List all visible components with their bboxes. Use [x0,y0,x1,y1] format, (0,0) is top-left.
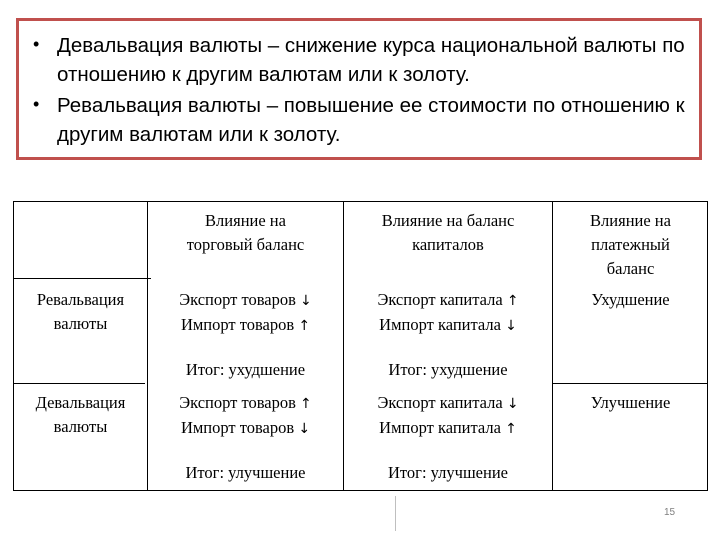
row-label-revaluation: Ревальвация валюты [36,290,125,333]
arrow-down-icon: ↓ [300,293,312,309]
effects-table [13,201,708,491]
revaluation-capital-result: Итог: ухудшение [388,360,508,379]
arrow-up-icon: ↑ [506,293,519,309]
header-payment-balance: Влияние на платежный баланс [590,211,671,278]
arrow-up-icon: ↑ [300,396,312,412]
definitions-box [16,18,702,160]
header-capital-balance: Влияние на баланс капиталов [381,211,515,254]
devaluation-capital-result: Итог: улучшение [388,463,508,482]
revaluation-trade-effect: Экспорт товаров ↓ Импорт товаров ↑ [179,290,312,334]
definition-devaluation [33,31,697,89]
definition-text: Ревальвация валюты – повышение ее стоимости по отношению к другим валютам или к золоту. [57,94,685,146]
header-trade-balance: Влияние на торговый баланс [186,211,305,254]
arrow-down-icon: ↓ [506,396,519,412]
revaluation-capital-effect: Экспорт капитала ↑ Импорт капитала ↓ [377,290,519,334]
devaluation-trade-result: Итог: улучшение [185,463,306,482]
arrow-down-icon: ↓ [505,318,517,334]
devaluation-trade-effect: Экспорт товаров ↑ Импорт товаров ↓ [179,393,312,437]
devaluation-payment-effect: Улучшение [590,393,671,412]
definition-text: Девальвация валюты – снижение курса национальной валюты по отношению к другим валютам или к золоту. [57,34,685,86]
bullet-icon: • [33,94,40,114]
row-label-devaluation: Девальвация валюты [35,393,126,436]
arrow-up-icon: ↑ [298,318,311,334]
devaluation-capital-effect: Экспорт капитала ↓ Импорт капитала ↑ [377,393,519,437]
revaluation-payment-effect: Ухудшение [591,290,670,309]
definition-revaluation [33,91,697,149]
revaluation-trade-result: Итог: ухудшение [185,360,306,379]
arrow-down-icon: ↓ [298,421,311,437]
arrow-up-icon: ↑ [505,421,517,437]
page-number: 15 [664,507,676,518]
bullet-icon: • [33,34,40,54]
